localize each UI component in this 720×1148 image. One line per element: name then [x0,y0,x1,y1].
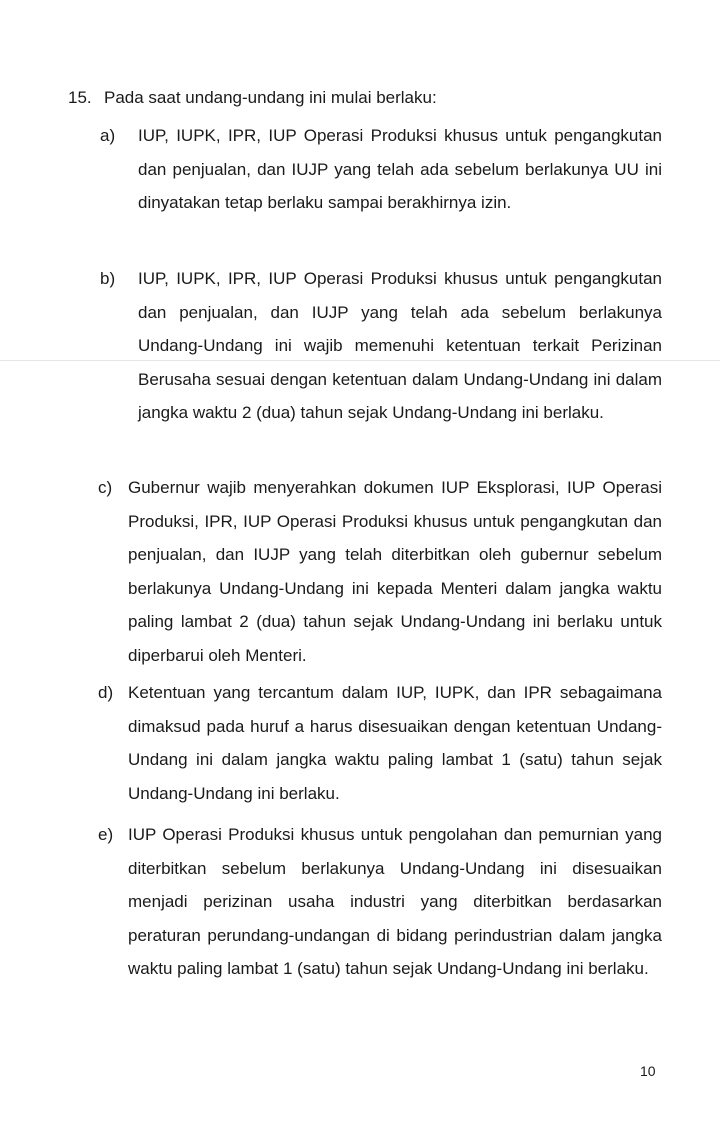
subitem-letter: a) [100,126,116,145]
subitem-b [100,262,662,430]
subitem-e [98,818,662,986]
subitem-text: Ketentuan yang tercantum dalam IUP, IUPK, dan IPR sebagaimana dimaksud pada huruf a harus disesuaikan dengan ketentuan Undang-Undang ini dalam jangka waktu paling lambat 1 (satu) tahun sejak Undang-Undang ini berlaku. [128,683,662,803]
subitem-d [98,676,662,810]
subitem-text: IUP Operasi Produksi khusus untuk pengolahan dan pemurnian yang diterbitkan sebelum berlakunya Undang-Undang ini disesuaikan menjadi perizinan usaha industri yang diterbitkan berdasarkan peraturan perundang-undangan di bidang perindustrian dalam jangka waktu paling lambat 1 (satu) tahun sejak Undang-Undang ini berlaku. [128,825,662,978]
subitem-letter: b) [100,269,116,288]
item-number: 15. [68,88,92,107]
subitem-letter: c) [98,478,113,497]
subitem-text: IUP, IUPK, IPR, IUP Operasi Produksi khusus untuk pengangkutan dan penjualan, dan IUJP yang telah ada sebelum berlakunya UU ini dinyatakan tetap berlaku sampai berakhirnya izin. [138,126,662,212]
subitem-letter: e) [98,825,114,844]
subitem-c [98,471,662,672]
item-heading-text: Pada saat undang-undang ini mulai berlaku: [104,88,437,107]
item-15-heading [68,84,437,112]
page-number: 10 [640,1063,656,1079]
subitem-a [100,119,662,220]
subitem-letter: d) [98,683,114,702]
subitem-text: IUP, IUPK, IPR, IUP Operasi Produksi khusus untuk pengangkutan dan penjualan, dan IUJP yang telah ada sebelum berlakunya Undang-Undang ini wajib memenuhi ketentuan terkait Perizinan Berusaha sesuai dengan ketentuan dalam Undang-Undang ini dalam jangka waktu 2 (dua) tahun sejak Undang-Undang ini berlaku. [138,269,662,422]
subitem-text: Gubernur wajib menyerahkan dokumen IUP Eksplorasi, IUP Operasi Produksi, IPR, IUP Operasi Produksi khusus untuk pengangkutan dan penjualan, dan IUJP yang telah diterbitkan oleh gubernur sebelum berlakunya Undang-Undang ini kepada Menteri dalam jangka waktu paling lambat 2 (dua) tahun sejak Undang-Undang ini berlaku untuk diperbarui oleh Menteri. [128,478,662,665]
